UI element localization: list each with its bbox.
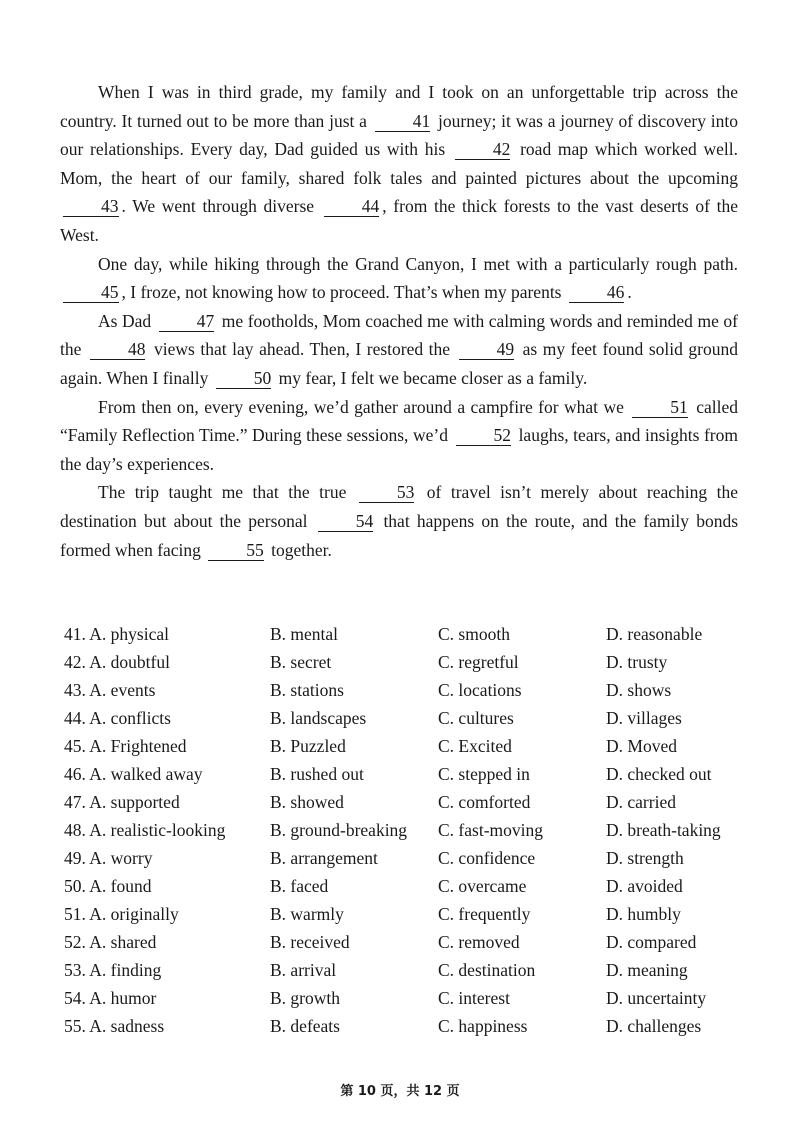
- option-c: C. smooth: [438, 624, 510, 644]
- question-row: [64, 788, 754, 816]
- option-a: 47. A. supported: [64, 792, 180, 812]
- blank-number: 43: [63, 196, 119, 217]
- option-a: 50. A. found: [64, 876, 152, 896]
- passage-text: together.: [266, 539, 332, 560]
- blank-number: 44: [324, 196, 380, 217]
- passage-text: my fear, I felt we became closer as a family.: [274, 367, 588, 388]
- answer-options-table: [64, 620, 754, 1040]
- option-a: 55. A. sadness: [64, 1016, 165, 1036]
- passage-paragraph: [60, 78, 738, 250]
- blank-number: 41: [375, 111, 431, 132]
- passage-paragraph: [60, 393, 738, 479]
- option-d: D. shows: [606, 680, 672, 700]
- option-c: C. frequently: [438, 904, 531, 924]
- option-d: D. villages: [606, 708, 682, 728]
- option-b: B. rushed out: [270, 764, 364, 784]
- option-d: D. reasonable: [606, 624, 703, 644]
- passage-text: journey; it was a journey of discovery into our relationships. Every day, Dad guided us with his: [60, 110, 738, 160]
- option-a: 54. A. humor: [64, 988, 157, 1008]
- question-row: [64, 844, 754, 872]
- option-b: B. mental: [270, 624, 339, 644]
- passage-text: As Dad: [98, 310, 156, 331]
- option-d: D. meaning: [606, 960, 688, 980]
- question-row: [64, 956, 754, 984]
- question-row: [64, 676, 754, 704]
- option-d: D. challenges: [606, 1016, 702, 1036]
- blank-number: 55: [208, 540, 264, 561]
- option-b: B. showed: [270, 792, 344, 812]
- option-c: C. interest: [438, 988, 510, 1008]
- blank-number: 50: [216, 368, 272, 389]
- option-c: C. cultures: [438, 708, 514, 728]
- option-a: 53. A. finding: [64, 960, 162, 980]
- passage-text: , I froze, not knowing how to proceed. That’s when my parents: [121, 282, 566, 303]
- question-row: [64, 704, 754, 732]
- passage-text: that happens on the route, and the family bonds formed when facing: [60, 510, 739, 560]
- option-b: B. received: [270, 932, 350, 952]
- blank-number: 51: [632, 397, 688, 418]
- option-a: 49. A. worry: [64, 848, 153, 868]
- question-row: [64, 620, 754, 648]
- blank-number: 47: [159, 311, 215, 332]
- blank-number: 46: [569, 282, 625, 303]
- passage-text: views that lay ahead. Then, I restored the: [148, 339, 456, 360]
- passage-paragraph: [60, 307, 738, 393]
- option-c: C. destination: [438, 960, 536, 980]
- option-b: B. arrangement: [270, 848, 378, 868]
- option-a: 52. A. shared: [64, 932, 157, 952]
- option-c: C. regretful: [438, 652, 519, 672]
- passage-text: laughs, tears, and insights from the day’s experiences.: [60, 425, 738, 474]
- option-b: B. Puzzled: [270, 736, 346, 756]
- passage-text: .: [627, 282, 632, 303]
- passage-paragraph: [60, 250, 738, 307]
- option-d: D. uncertainty: [606, 988, 707, 1008]
- passage-text: called “Family Reflection Time.” During these sessions, we’d: [60, 396, 739, 446]
- passage-text: as my feet found solid ground again. When I finally: [60, 339, 738, 388]
- passage-text: road map which worked well. Mom, the heart of our family, shared folk tales and painted pictures about the upcoming: [60, 139, 738, 188]
- passage-text: me footholds, Mom coached me with calming words and reminded me of the: [60, 310, 739, 360]
- option-c: C. confidence: [438, 848, 536, 868]
- option-d: D. Moved: [606, 736, 677, 756]
- question-row: [64, 928, 754, 956]
- option-b: B. arrival: [270, 960, 337, 980]
- blank-number: 49: [459, 339, 515, 360]
- question-row: [64, 1012, 754, 1040]
- blank-number: 42: [455, 139, 511, 160]
- option-b: B. defeats: [270, 1016, 340, 1036]
- question-row: [64, 648, 754, 676]
- option-d: D. strength: [606, 848, 684, 868]
- question-row: [64, 984, 754, 1012]
- option-a: 51. A. originally: [64, 904, 179, 924]
- option-a: 45. A. Frightened: [64, 736, 187, 756]
- option-a: 41. A. physical: [64, 624, 169, 644]
- option-c: C. stepped in: [438, 764, 530, 784]
- option-c: C. Excited: [438, 736, 512, 756]
- option-d: D. breath-taking: [606, 820, 721, 840]
- option-a: 42. A. doubtful: [64, 652, 170, 672]
- passage-text: From then on, every evening, we’d gather around a campfire for what we: [98, 396, 630, 417]
- blank-number: 54: [318, 511, 374, 532]
- passage-text: , from the thick forests to the vast deserts of the West.: [60, 196, 739, 245]
- option-c: C. happiness: [438, 1016, 528, 1036]
- option-d: D. humbly: [606, 904, 681, 924]
- option-d: D. carried: [606, 792, 676, 812]
- option-c: C. locations: [438, 680, 522, 700]
- option-b: B. faced: [270, 876, 329, 896]
- cloze-passage: [60, 78, 738, 564]
- option-b: B. landscapes: [270, 708, 367, 728]
- passage-text: The trip taught me that the true: [98, 482, 356, 503]
- question-row: [64, 900, 754, 928]
- page-footer: 第 10 页，共 12 页: [340, 1084, 460, 1099]
- question-row: [64, 872, 754, 900]
- option-b: B. secret: [270, 652, 332, 672]
- question-row: [64, 732, 754, 760]
- question-row: [64, 816, 754, 844]
- option-c: C. overcame: [438, 876, 527, 896]
- passage-text: of travel isn’t merely about reaching the destination but about the personal: [60, 482, 738, 531]
- blank-number: 48: [90, 339, 146, 360]
- option-a: 43. A. events: [64, 680, 156, 700]
- option-c: C. comforted: [438, 792, 531, 812]
- question-row: [64, 760, 754, 788]
- option-b: B. ground-breaking: [270, 820, 408, 840]
- blank-number: 45: [63, 282, 119, 303]
- option-b: B. warmly: [270, 904, 344, 924]
- passage-text: When I was in third grade, my family and I took on an unforgettable trip across the country. It turned out to be more than just a: [60, 82, 738, 131]
- option-d: D. checked out: [606, 764, 712, 784]
- option-d: D. trusty: [606, 652, 668, 672]
- blank-number: 52: [456, 425, 512, 446]
- blank-number: 53: [359, 482, 415, 503]
- option-c: C. fast-moving: [438, 820, 543, 840]
- option-a: 44. A. conflicts: [64, 708, 171, 728]
- option-b: B. stations: [270, 680, 344, 700]
- option-d: D. avoided: [606, 876, 683, 896]
- option-b: B. growth: [270, 988, 340, 1008]
- option-c: C. removed: [438, 932, 520, 952]
- option-a: 48. A. realistic-looking: [64, 820, 226, 840]
- option-a: 46. A. walked away: [64, 764, 203, 784]
- passage-text: . We went through diverse: [121, 196, 321, 217]
- passage-text: One day, while hiking through the Grand Canyon, I met with a particularly rough path.: [98, 253, 738, 274]
- passage-paragraph: [60, 478, 738, 564]
- option-d: D. compared: [606, 932, 697, 952]
